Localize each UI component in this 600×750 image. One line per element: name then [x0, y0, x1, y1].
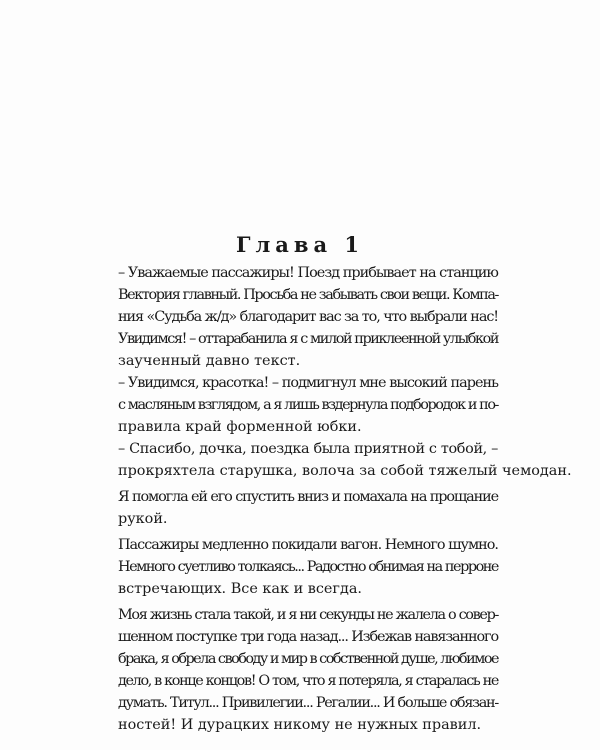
text-line: Увидимся! – оттарабанила я с милой приклеенной улыбкой: [118, 331, 498, 347]
chapter-title: Глава 1: [235, 232, 365, 257]
text-line: заученный давно текст.: [118, 353, 301, 369]
text-line: – Увидимся, красотка! – подмигнул мне высокий парень: [118, 375, 498, 391]
text-line: встречающих. Все как и всегда.: [118, 581, 362, 597]
text-line: ния «Судьба ж/д» благодарит вас за то, что выбрали нас!: [118, 309, 498, 325]
text-line: Моя жизнь стала такой, и я ни секунды не жалела о совер-: [118, 607, 498, 623]
text-line: – Уважаемые пассажиры! Поезд прибывает на станцию: [118, 265, 498, 281]
text-line: думать. Титул... Привилегии... Регалии... И больше обязан-: [118, 695, 498, 711]
text-line: ностей! И дурацких никому не нужных правил.: [118, 717, 482, 733]
text-line: Вектория главный. Просьба не забывать свои вещи. Компа-: [118, 287, 498, 303]
text-line: с масляным взглядом, а я лишь вздернула подбородок и по-: [118, 397, 498, 413]
paragraph: [118, 372, 498, 438]
text-line: Пассажиры медленно покидали вагон. Немного шумно.: [118, 537, 498, 553]
text-line: правила край форменной юбки.: [118, 419, 362, 435]
text-line: Я помогла ей его спустить вниз и помахала на прощание: [118, 489, 498, 505]
paragraph: [118, 262, 498, 372]
text-line: рукой.: [118, 511, 168, 527]
text-line: шенном поступке три года назад... Избежав навязанного: [118, 629, 498, 645]
text-line: прокряхтела старушка, волоча за собой тяжелый чемодан.: [118, 463, 572, 479]
paragraph: [118, 486, 498, 530]
text-line: дело, в конце концов! О том, что я потеряла, я старалась не: [118, 673, 498, 689]
chapter-body: [118, 262, 572, 736]
paragraph: [118, 604, 498, 736]
paragraph: [118, 534, 498, 600]
text-line: – Спасибо, дочка, поездка была приятной с тобой, –: [118, 441, 498, 457]
text-line: брака, я обрела свободу и мир в собственной душе, любимое: [118, 651, 498, 667]
text-line: Немного суетливо толкаясь... Радостно обнимая на перроне: [118, 559, 498, 575]
paragraph: [118, 438, 572, 482]
